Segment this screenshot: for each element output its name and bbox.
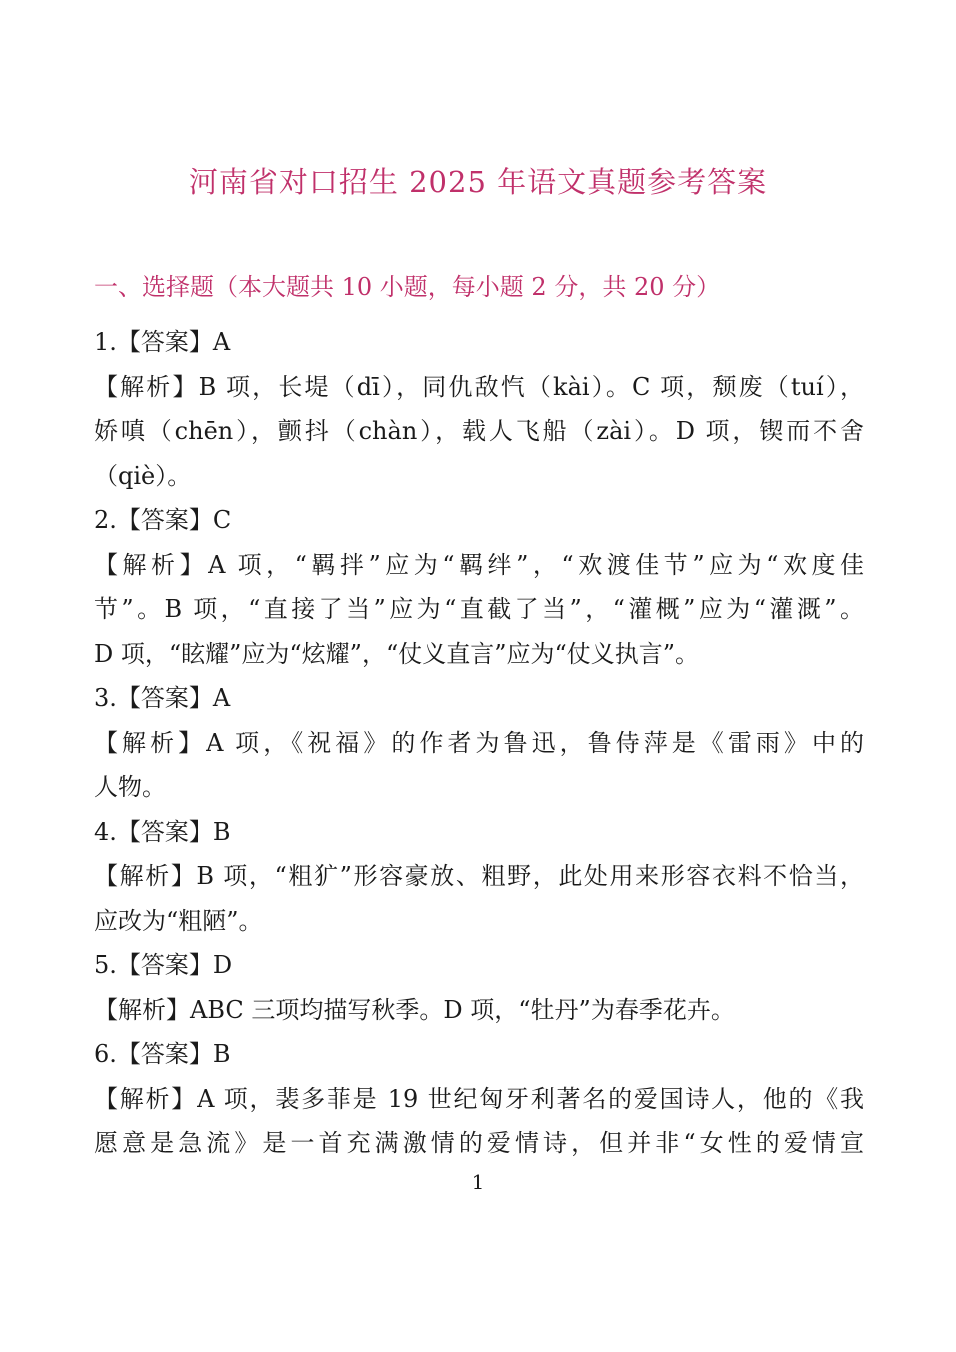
answer-line: 1.【答案】A bbox=[94, 328, 231, 356]
analysis-line: 【解析】B 项，长堤（dī），同仇敌忾（kài）。C 项，颓废（tuí）， bbox=[94, 372, 864, 401]
analysis-line: 【解析】A 项，《祝福》的作者为鲁迅，鲁侍萍是《雷雨》中的 bbox=[94, 728, 864, 757]
answer-line: 4.【答案】B bbox=[94, 817, 231, 846]
answer-body bbox=[94, 320, 864, 1166]
analysis-line: （qiè）。 bbox=[94, 461, 192, 490]
analysis-line: 娇嗔（chēn），颤抖（chàn），载人飞船（zài）。D 项，锲而不舍 bbox=[94, 417, 864, 445]
analysis-line: 节”。B 项，“直接了当”应为“直截了当”，“灌概”应为“灌溉”。 bbox=[94, 595, 864, 623]
analysis-line: 【解析】A 项，裴多菲是 19 世纪匈牙利著名的爱国诗人，他的《我 bbox=[94, 1084, 864, 1113]
document-title: 河南省对口招生 2025 年语文真题参考答案 bbox=[188, 165, 768, 199]
analysis-line: D 项，“眩耀”应为“炫耀”，“仗义直言”应为“仗义执言”。 bbox=[94, 639, 700, 668]
analysis-line: 愿意是急流》是一首充满激情的爱情诗，但并非“女性的爱情宣 bbox=[94, 1129, 864, 1157]
answer-line: 2.【答案】C bbox=[94, 506, 232, 534]
analysis-line: 【解析】ABC 三项均描写秋季。D 项，“牡丹”为春季花卉。 bbox=[94, 995, 735, 1024]
analysis-line: 【解析】B 项，“粗犷”形容豪放、粗野，此处用来形容衣料不恰当， bbox=[94, 862, 864, 890]
analysis-line: 应改为“粗陋”。 bbox=[94, 906, 263, 935]
analysis-line: 【解析】A 项，“羁拌”应为“羁绊”，“欢渡佳节”应为“欢度佳 bbox=[94, 550, 864, 579]
answer-line: 6.【答案】B bbox=[94, 1040, 231, 1068]
analysis-line: 人物。 bbox=[94, 773, 166, 801]
section-heading: 一、选择题（本大题共 10 小题，每小题 2 分，共 20 分） bbox=[94, 273, 721, 301]
page-number: 1 bbox=[471, 1170, 485, 1194]
answer-line: 3.【答案】A bbox=[94, 684, 231, 712]
answer-line: 5.【答案】D bbox=[94, 951, 233, 979]
